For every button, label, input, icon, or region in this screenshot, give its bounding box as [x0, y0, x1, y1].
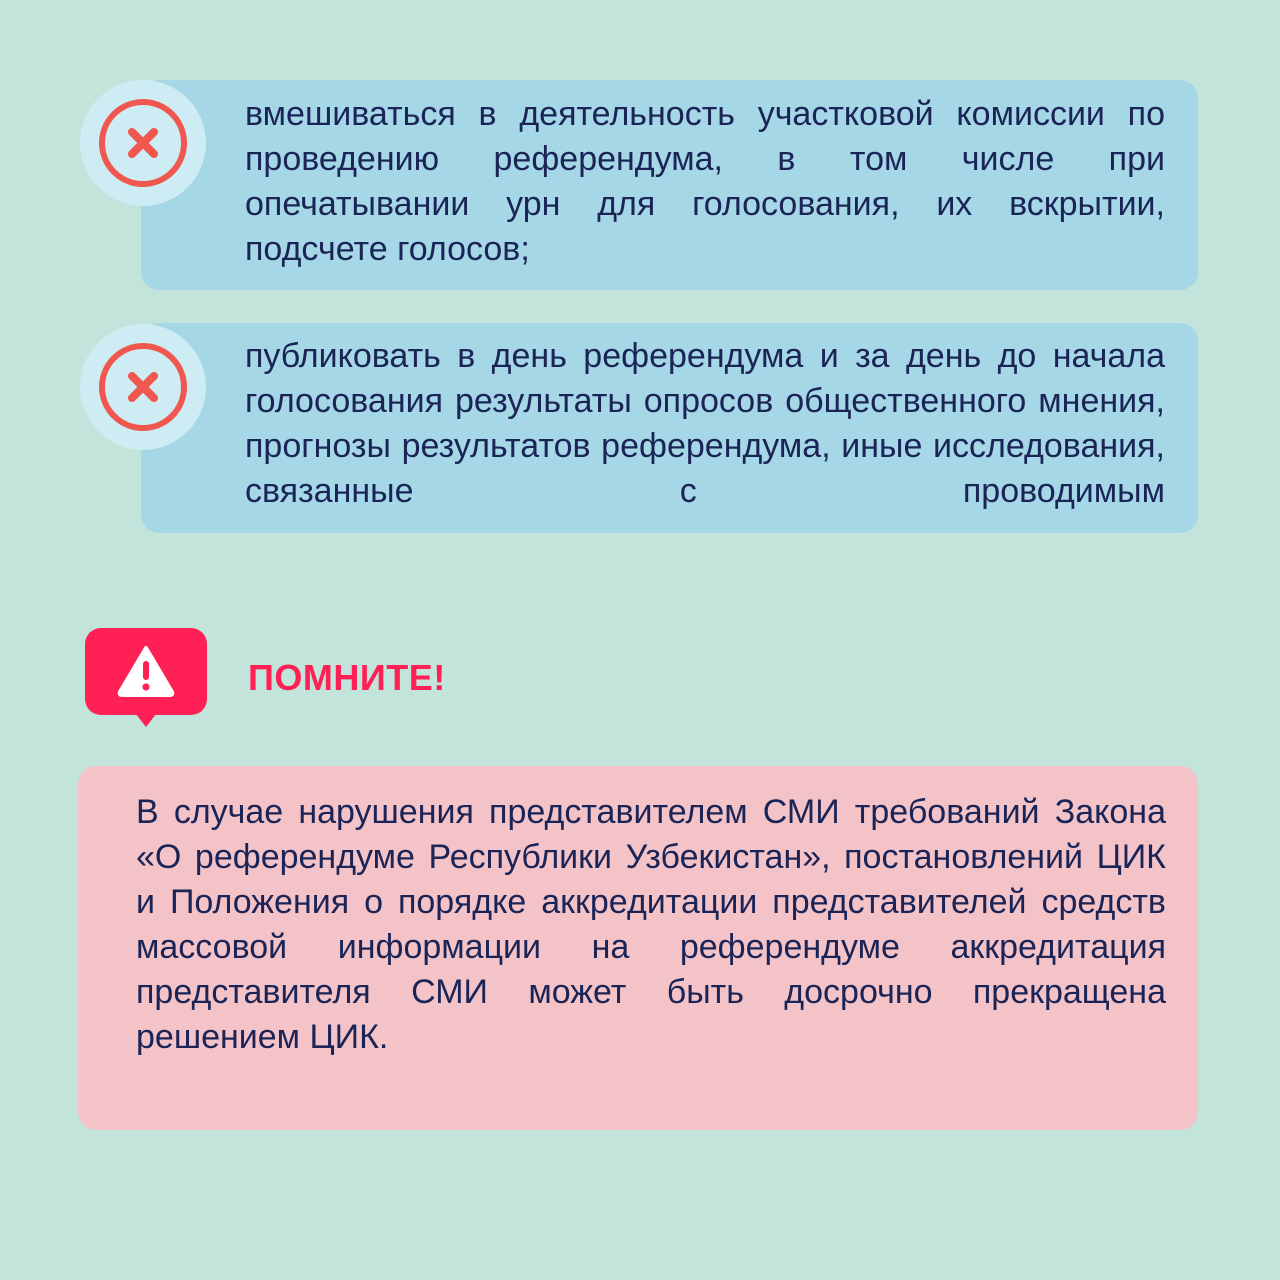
prohibition-icon-1 — [80, 80, 206, 206]
prohibition-card-2 — [141, 323, 1198, 533]
close-circle-icon — [99, 99, 187, 187]
prohibition-card-1 — [141, 80, 1198, 290]
notice-card — [78, 766, 1198, 1130]
close-circle-icon — [99, 343, 187, 431]
warning-badge-tail — [132, 709, 160, 727]
warning-triangle-icon — [116, 644, 176, 698]
prohibition-icon-2 — [80, 324, 206, 450]
notice-text: В случае нарушения представителем СМИ требований Закона «О референдуме Республики Узбекистан», постановлений ЦИК и Положения о порядке аккредитации представителей средств массовой информации на референдуме аккредитация представителя СМИ может быть досрочно прекращена решением ЦИК. — [136, 793, 1166, 1056]
warning-title: ПОМНИТЕ! — [248, 657, 446, 698]
prohibition-text-2: публиковать в день референдума и за день до начала голосования результаты опросов общественного мнения, прогнозы результатов референдума, иные исследования, связанные с проводимым — [245, 337, 1165, 510]
prohibition-text-1: вмешиваться в деятельность участковой комиссии по проведению референдума, в том числе при опечатывании урн для голосования, их вскрытии, подсчете голосов; — [245, 95, 1165, 268]
warning-badge — [85, 628, 207, 715]
